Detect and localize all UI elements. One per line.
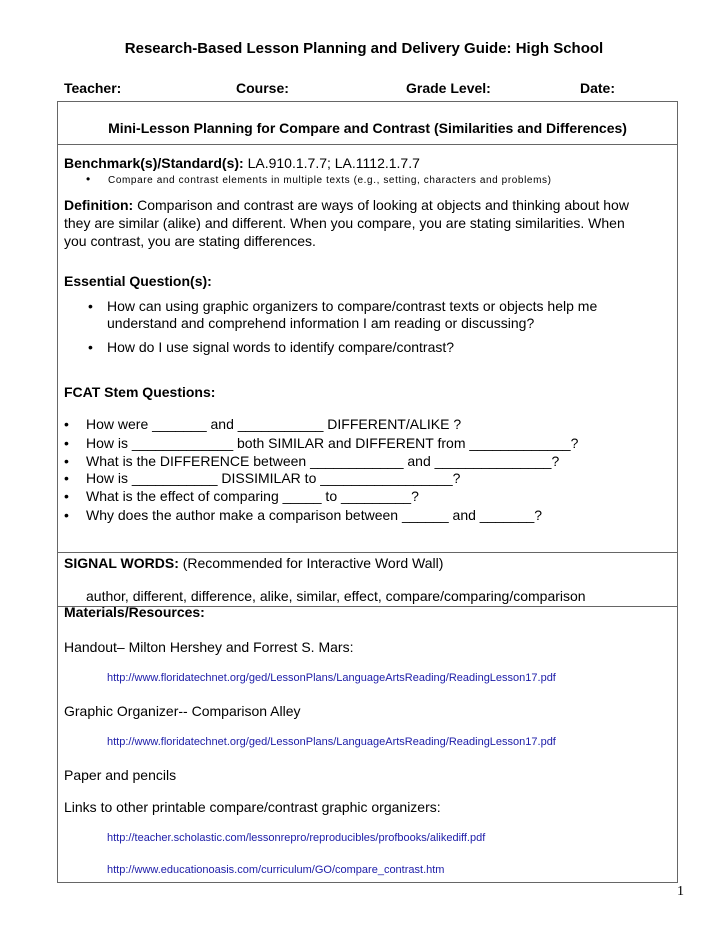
fcat-question: What is the DIFFERENCE between ____________ and _______________?	[86, 453, 560, 469]
essential-question: understand and comprehend information I am reading or discussing?	[107, 315, 535, 331]
materials-heading: Materials/Resources:	[64, 604, 205, 620]
fcat-question: How were _______ and ___________ DIFFERENT/ALIKE ?	[86, 416, 462, 432]
paper-pencils-text: Paper and pencils	[64, 767, 177, 783]
links-label: Links to other printable compare/contrast graphic organizers:	[64, 799, 441, 815]
essential-question: How do I use signal words to identify compare/contrast?	[107, 339, 455, 355]
fcat-question: How is _____________ both SIMILAR and DIFFERENT from _____________?	[86, 435, 579, 451]
table-divider	[57, 144, 678, 145]
bullet-icon: •	[64, 488, 69, 504]
benchmark-value: LA.910.1.7.7; LA.1112.1.7.7	[243, 155, 420, 171]
definition-label: Definition:	[64, 197, 134, 213]
fcat-question: What is the effect of comparing _____ to _________?	[86, 488, 419, 504]
signal-words-label: SIGNAL WORDS:	[64, 555, 179, 571]
table-divider	[57, 552, 678, 553]
bullet-icon: •	[64, 416, 69, 432]
definition-text: Comparison and contrast are ways of looking at objects and thinking about how	[133, 197, 629, 213]
fcat-question: How is ___________ DISSIMILAR to _________________?	[86, 470, 461, 486]
signal-words-list: author, different, difference, alike, similar, effect, compare/comparing/comparison	[86, 588, 586, 604]
benchmark-label: Benchmark(s)/Standard(s):	[64, 155, 244, 171]
benchmark-bullet: Compare and contrast elements in multiple texts (e.g., setting, characters and problems)	[108, 175, 552, 186]
grade-level-label: Grade Level:	[406, 80, 491, 96]
definition-text: they are similar (alike) and different. When you compare, you are stating similarities. When	[64, 215, 625, 231]
graphic-organizer-link[interactable]: http://www.floridatechnet.org/ged/LessonPlans/LanguageArtsReading/ReadingLesson17.pdf	[107, 736, 556, 748]
essential-heading: Essential Question(s):	[64, 273, 212, 289]
mini-lesson-title: Mini-Lesson Planning for Compare and Contrast (Similarities and Differences)	[108, 120, 627, 136]
bullet-icon: •	[88, 339, 93, 355]
fcat-question: Why does the author make a comparison between ______ and _______?	[86, 507, 543, 523]
document-title: Research-Based Lesson Planning and Delivery Guide: High School	[124, 40, 604, 57]
date-label: Date:	[580, 80, 616, 96]
course-label: Course:	[236, 80, 289, 96]
graphic-organizer-text: Graphic Organizer-- Comparison Alley	[64, 703, 301, 719]
signal-words-line	[64, 555, 443, 571]
educationoasis-link[interactable]: http://www.educationoasis.com/curriculum/GO/compare_contrast.htm	[107, 864, 445, 876]
handout-text: Handout– Milton Hershey and Forrest S. Mars:	[64, 639, 354, 655]
bullet-icon: •	[88, 298, 93, 314]
page-number: 1	[677, 884, 684, 899]
signal-words-note: (Recommended for Interactive Word Wall)	[178, 555, 444, 571]
definition-text: you contrast, you are stating differences.	[64, 233, 316, 249]
handout-link[interactable]: http://www.floridatechnet.org/ged/LessonPlans/LanguageArtsReading/ReadingLesson17.pdf	[107, 672, 556, 684]
definition-line	[64, 197, 629, 213]
fcat-heading: FCAT Stem Questions:	[64, 384, 216, 400]
bullet-icon: •	[64, 453, 69, 469]
scholastic-link[interactable]: http://teacher.scholastic.com/lessonrepro/reproducibles/profbooks/alikediff.pdf	[107, 832, 486, 844]
bullet-icon: •	[64, 507, 69, 523]
benchmark-line	[64, 155, 420, 171]
bullet-icon: •	[86, 172, 91, 186]
bullet-icon: •	[64, 470, 69, 486]
bullet-icon: •	[64, 435, 69, 451]
essential-question: How can using graphic organizers to compare/contrast texts or objects help me	[107, 298, 598, 314]
teacher-label: Teacher:	[64, 80, 122, 96]
